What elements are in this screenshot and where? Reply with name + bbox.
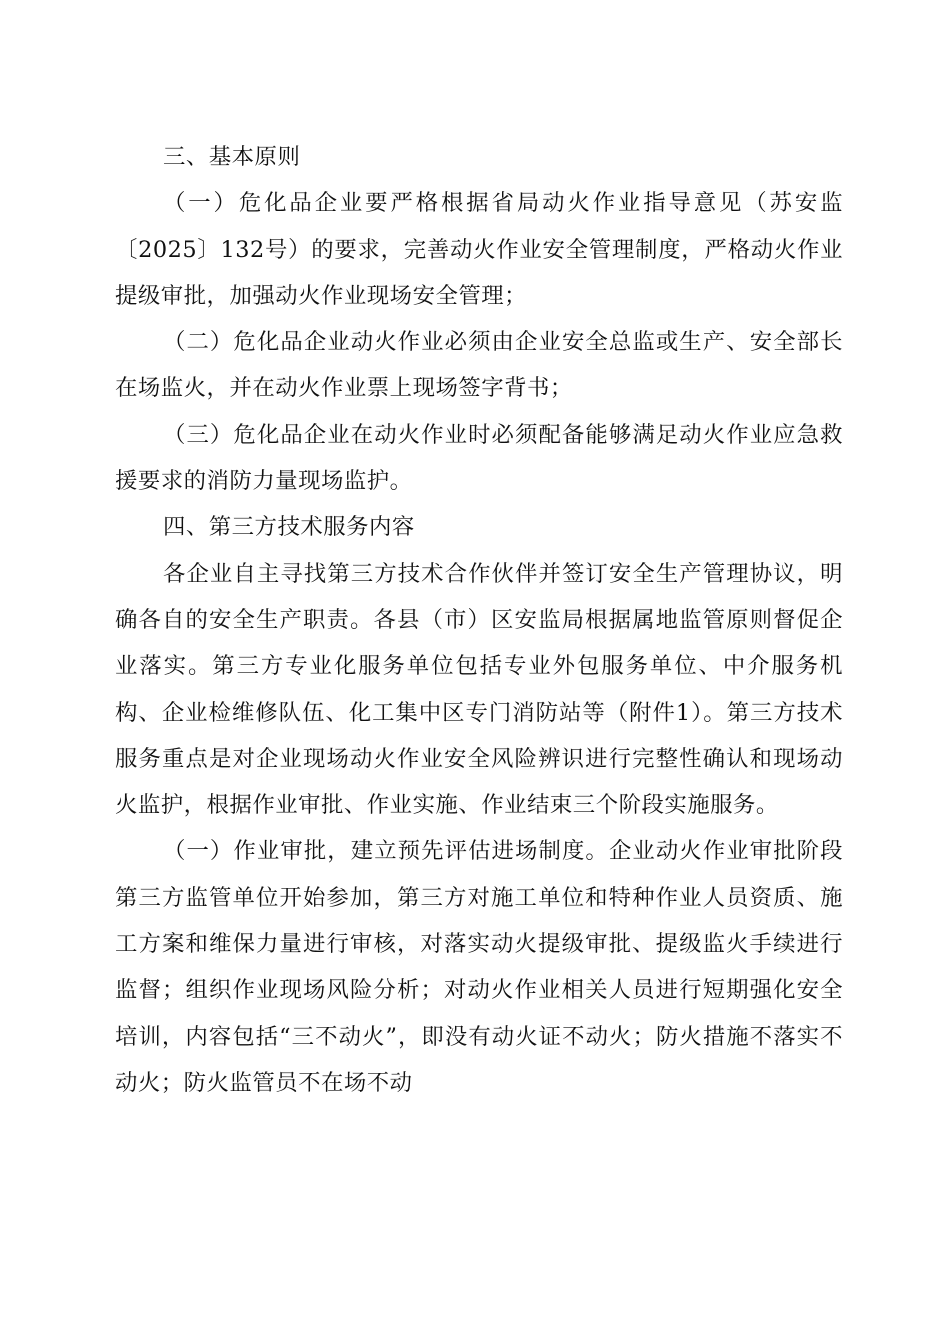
paragraph-third-party-overview: 各企业自主寻找第三方技术合作伙伴并签订安全生产管理协议，明确各自的安全生产职责。各县（市）区安监局根据属地监管原则督促企业落实。第三方专业化服务单位包括专业外包服务单位、中介服务机构、企业检维修队伍、化工集中区专门消防站等（附件1）。第三方技术服务重点是对企业现场动火作业安全风险辨识进行完整性确认和现场动火监护，根据作业审批、作业实施、作业结束三个阶段实施服务。 (115, 560, 843, 819)
paragraph-principle-2: （二）危化品企业动火作业必须由企业安全总监或生产、安全部长在场监火，并在动火作业票上现场签字背书； (115, 329, 843, 402)
paragraph-work-approval: （一）作业审批，建立预先评估进场制度。企业动火作业审批阶段第三方监管单位开始参加，第三方对施工单位和特种作业人员资质、施工方案和维保力量进行审核，对落实动火提级审批、提级监火手续进行监督；组织作业现场风险分析；对动火作业相关人员进行短期强化安全培训，内容包括“三不动火”，即没有动火证不动火；防火措施不落实不动火；防火监管员不在场不动 (115, 838, 843, 1096)
paragraph-principle-3: （三）危化品企业在动火作业时必须配备能够满足动火作业应急救援要求的消防力量现场监护。 (115, 421, 843, 495)
section-heading-basic-principles: 三、基本原则 (163, 144, 301, 170)
section-heading-third-party-services: 四、第三方技术服务内容 (163, 514, 415, 541)
document-body (115, 134, 843, 1106)
paragraph-principle-1: （一）危化品企业要严格根据省局动火作业指导意见（苏安监〔2025〕132号）的要求，完善动火作业安全管理制度，严格动火作业提级审批，加强动火作业现场安全管理； (115, 190, 843, 309)
